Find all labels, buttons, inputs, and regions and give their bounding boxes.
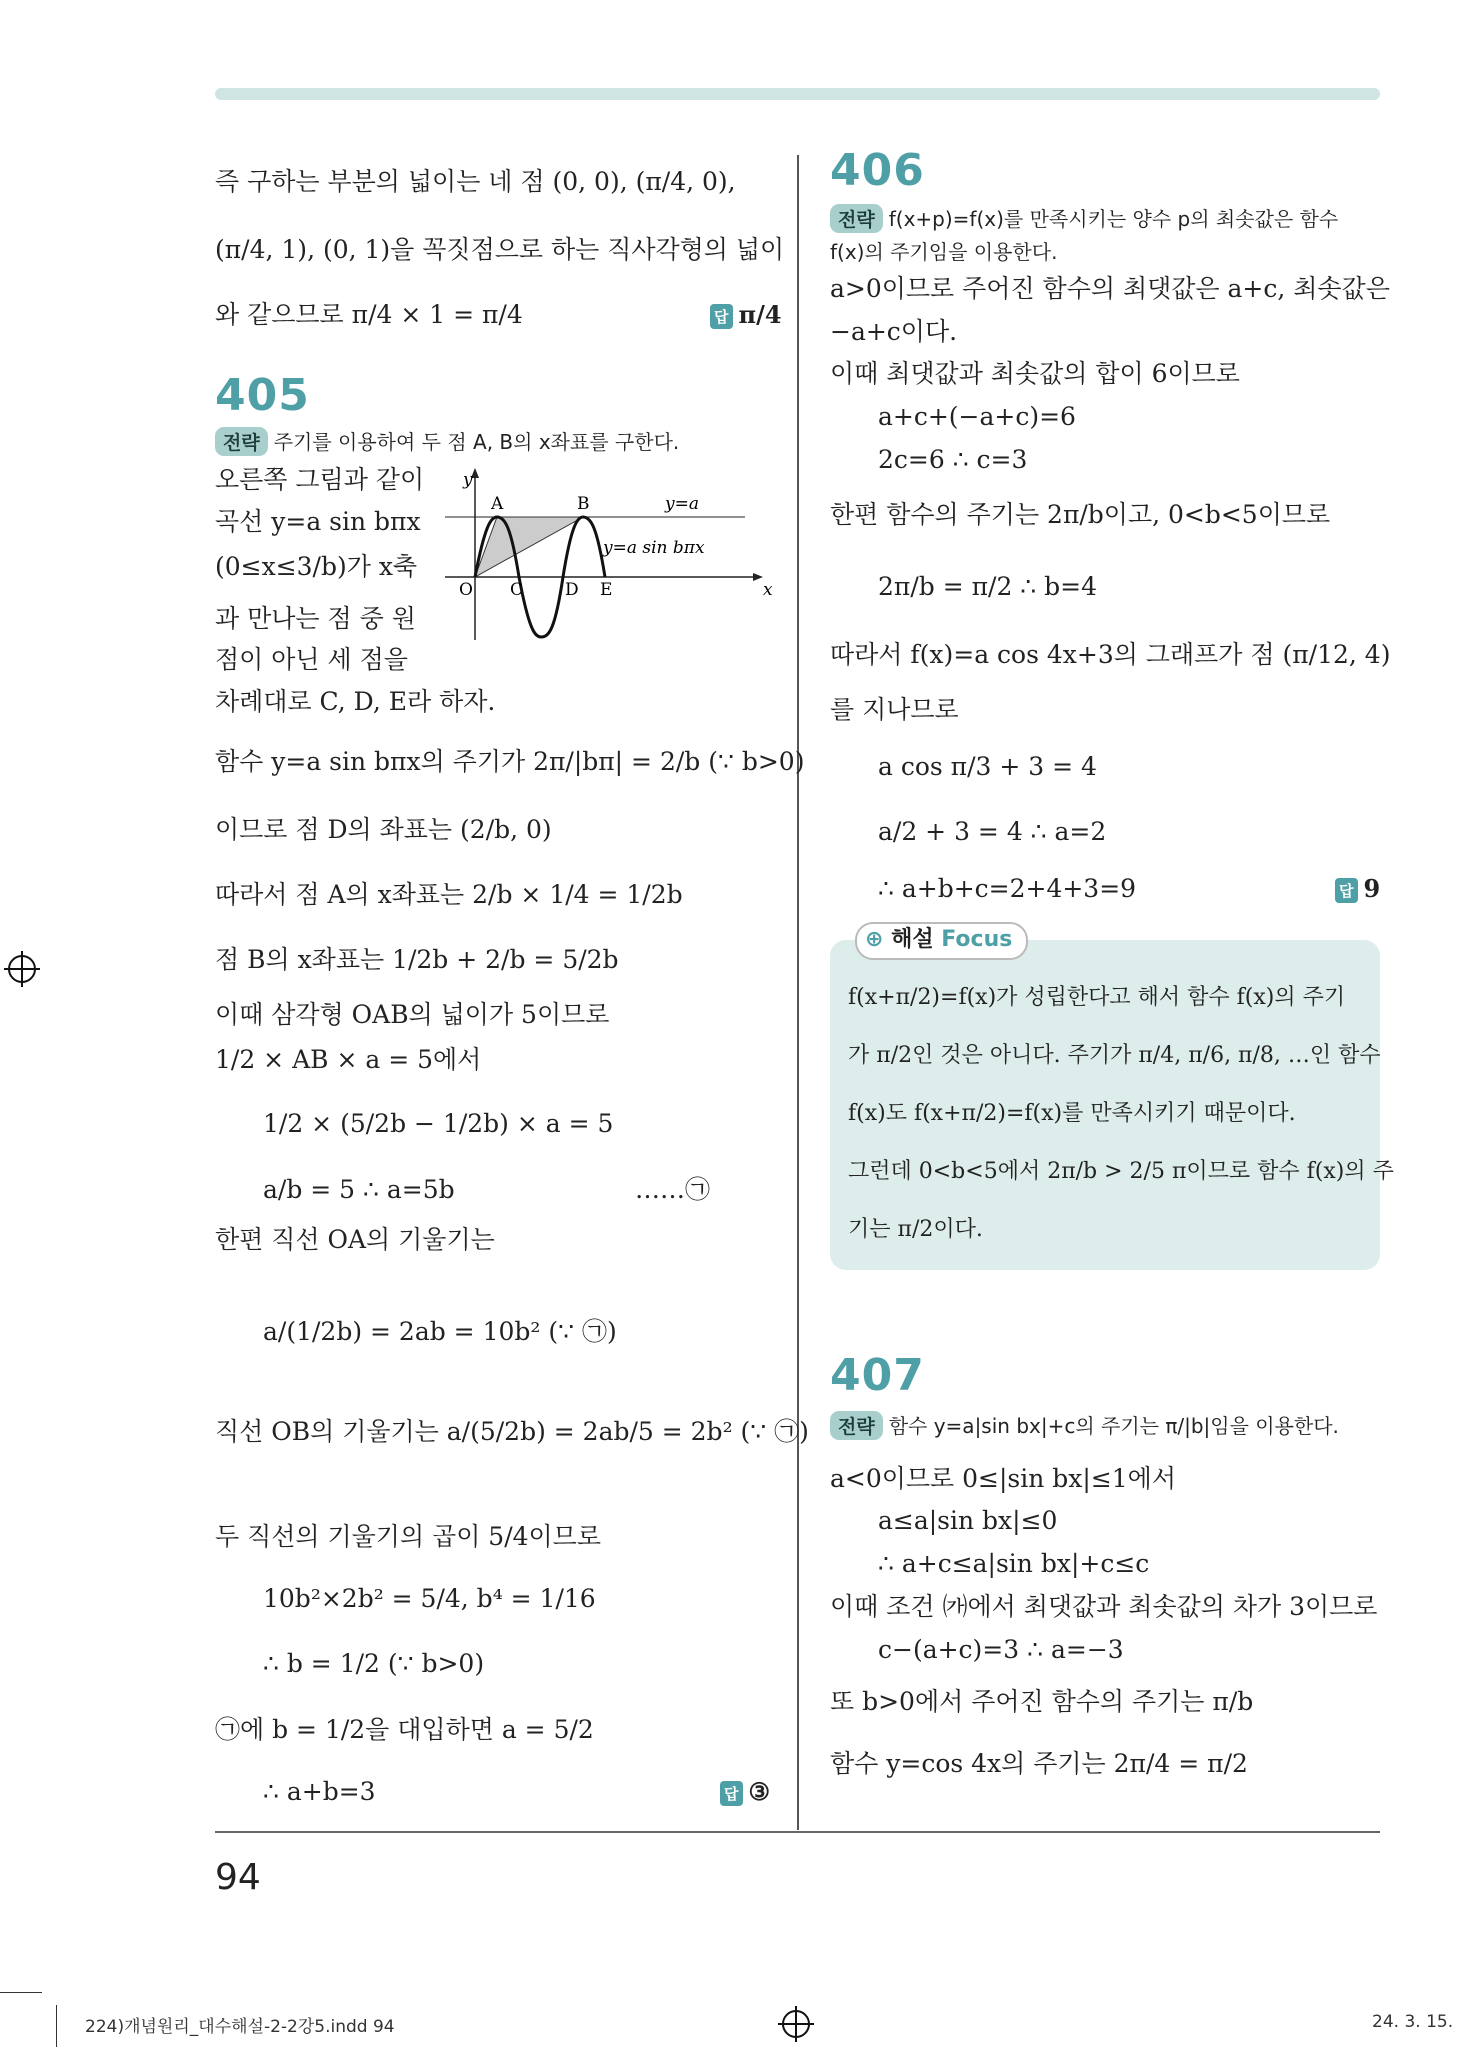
- label-c: C: [510, 580, 524, 600]
- triangle-oab: [475, 517, 583, 577]
- label-o: O: [459, 580, 473, 600]
- prev-line-2: (π/4, 1), (0, 1)을 꼭짓점으로 하는 직사각형의 넓이: [215, 235, 785, 264]
- p405-marker-1: ……㉠: [635, 1175, 711, 1204]
- p406-line-11: a/2 + 3 = 4 ∴ a=2: [878, 817, 1107, 846]
- p405-line-16: ∴ a+b=3: [263, 1777, 376, 1806]
- answer-icon: 답: [1335, 878, 1358, 903]
- crop-mark-h: [0, 1992, 42, 1993]
- p405-line-6: 1/2 × AB × a = 5에서: [215, 1045, 482, 1074]
- focus-line-5: 기는 π/2이다.: [848, 1217, 983, 1242]
- sine-graph-figure: [445, 465, 775, 645]
- page-number: 94: [215, 1857, 261, 1898]
- p405-intro-2: 곡선 y=a sin bπx: [215, 507, 421, 536]
- label-d: D: [565, 580, 579, 600]
- p406-line-7: 2π/b = π/2 ∴ b=4: [878, 572, 1098, 601]
- label-x: x: [763, 580, 773, 600]
- p405-intro-4: 과 만나는 점 중 원: [215, 604, 416, 633]
- problem-406-number: 406: [830, 145, 925, 196]
- p405-line-10: a/(1/2b) = 2ab = 10b² (∵ ㉠): [263, 1317, 617, 1346]
- p405-intro-1: 오른쪽 그림과 같이: [215, 465, 425, 494]
- label-b: B: [577, 494, 590, 514]
- focus-line-2: 가 π/2인 것은 아니다. 주기가 π/4, π/6, π/8, …인 함수: [848, 1043, 1381, 1068]
- p407-line-5: c−(a+c)=3 ∴ a=−3: [878, 1635, 1124, 1664]
- p406-line-9: 를 지나므로: [830, 695, 959, 724]
- registration-mark-bottom: [782, 2010, 810, 2038]
- p405-line-14: ∴ b = 1/2 (∵ b>0): [263, 1649, 485, 1678]
- p406-line-2: −a+c이다.: [830, 317, 958, 346]
- p405-intro-3: (0≤x≤3/b)가 x축: [215, 552, 418, 581]
- answer-icon: 답: [710, 304, 733, 329]
- answer-icon: 답: [720, 1781, 743, 1806]
- label-a: A: [491, 494, 504, 514]
- p406-line-10: a cos π/3 + 3 = 4: [878, 752, 1097, 781]
- p406-line-6: 한편 함수의 주기는 2π/b이고, 0<b<5이므로: [830, 500, 1331, 529]
- focus-title: ⊕ 해설 Focus: [855, 922, 1028, 960]
- p405-line-3: 따라서 점 A의 x좌표는 2/b × 1/4 = 1/2b: [215, 880, 683, 909]
- p405-line-1: 함수 y=a sin bπx의 주기가 2π/|bπ| = 2/b (∵ b>0): [215, 747, 805, 776]
- crop-mark-v: [56, 2005, 57, 2047]
- p405-line-11: 직선 OB의 기울기는 a/(5/2b) = 2ab/5 = 2b² (∵ ㉠): [215, 1417, 809, 1446]
- problem-405-number: 405: [215, 370, 310, 421]
- p406-line-4: a+c+(−a+c)=6: [878, 402, 1076, 431]
- p405-intro-5: 점이 아닌 세 점을: [215, 645, 408, 674]
- problem-406-strategy-1: 전략 f(x+p)=f(x)를 만족시키는 양수 p의 최솟값은 함수: [830, 203, 1338, 233]
- prev-line-1: 즉 구하는 부분의 넓이는 네 점 (0, 0), (π/4, 0),: [215, 167, 736, 196]
- target-icon: ⊕: [865, 927, 892, 952]
- prev-line-3: 와 같으므로 π/4 × 1 = π/4: [215, 300, 523, 329]
- p406-line-1: a>0이므로 주어진 함수의 최댓값은 a+c, 최솟값은: [830, 274, 1390, 303]
- p405-line-12: 두 직선의 기울기의 곱이 5/4이므로: [215, 1522, 601, 1551]
- footer-filename: 224)개념원리_대수해설-2-2강5.indd 94: [85, 2017, 395, 2037]
- label-curve: y=a sin bπx: [603, 538, 705, 558]
- column-divider: [797, 155, 799, 1830]
- focus-line-4: 그런데 0<b<5에서 2π/b > 2/5 π이므로 함수 f(x)의 주: [848, 1159, 1394, 1184]
- p405-line-15: ㉠에 b = 1/2을 대입하면 a = 5/2: [215, 1715, 594, 1744]
- p405-line-13: 10b²×2b² = 5/4, b⁴ = 1/16: [263, 1584, 596, 1613]
- p407-line-7: 함수 y=cos 4x의 주기는 2π/4 = π/2: [830, 1749, 1248, 1778]
- problem-407-number: 407: [830, 1350, 925, 1401]
- p406-answer: 답 9: [1335, 874, 1380, 903]
- label-e: E: [600, 580, 613, 600]
- p406-line-5: 2c=6 ∴ c=3: [878, 445, 1028, 474]
- p405-line-4: 점 B의 x좌표는 1/2b + 2/b = 5/2b: [215, 945, 619, 974]
- p405-intro-6: 차례대로 C, D, E라 하자.: [215, 687, 496, 716]
- problem-406-strategy-2: f(x)의 주기임을 이용한다.: [830, 240, 1058, 264]
- p405-line-2: 이므로 점 D의 좌표는 (2/b, 0): [215, 815, 552, 844]
- p407-line-1: a<0이므로 0≤|sin bx|≤1에서: [830, 1464, 1176, 1493]
- p405-line-9: 한편 직선 OA의 기울기는: [215, 1225, 495, 1254]
- footer-date: 24. 3. 15.: [1372, 2012, 1454, 2032]
- registration-mark-left: [8, 955, 36, 983]
- p407-line-3: ∴ a+c≤a|sin bx|+c≤c: [878, 1549, 1150, 1578]
- p406-line-3: 이때 최댓값과 최솟값의 합이 6이므로: [830, 359, 1240, 388]
- focus-line-3: f(x)도 f(x+π/2)=f(x)를 만족시키기 때문이다.: [848, 1101, 1296, 1126]
- p405-line-8: a/b = 5 ∴ a=5b: [263, 1175, 455, 1204]
- bottom-rule: [215, 1831, 1380, 1833]
- problem-407-strategy: 전략 함수 y=a|sin bx|+c의 주기는 π/|b|임을 이용한다.: [830, 1410, 1339, 1440]
- prev-answer: 답 π/4: [710, 300, 782, 329]
- p407-line-6: 또 b>0에서 주어진 함수의 주기는 π/b: [830, 1687, 1254, 1716]
- p407-line-4: 이때 조건 ㈎에서 최댓값과 최솟값의 차가 3이므로: [830, 1592, 1378, 1621]
- p405-answer: 답 ③: [720, 1777, 770, 1806]
- p406-line-8: 따라서 f(x)=a cos 4x+3의 그래프가 점 (π/12, 4): [830, 640, 1391, 669]
- p407-line-2: a≤a|sin bx|≤0: [878, 1506, 1058, 1535]
- top-decorative-bar: [215, 88, 1380, 100]
- problem-405-strategy: 전략 주기를 이용하여 두 점 A, B의 x좌표를 구한다.: [215, 426, 679, 456]
- p405-line-7: 1/2 × (5/2b − 1/2b) × a = 5: [263, 1109, 614, 1138]
- label-line: y=a: [665, 494, 699, 514]
- p406-line-12: ∴ a+b+c=2+4+3=9: [878, 874, 1137, 903]
- focus-line-1: f(x+π/2)=f(x)가 성립한다고 해서 함수 f(x)의 주기: [848, 985, 1346, 1010]
- p405-line-5: 이때 삼각형 OAB의 넓이가 5이므로: [215, 1000, 610, 1029]
- label-y: y: [463, 470, 473, 490]
